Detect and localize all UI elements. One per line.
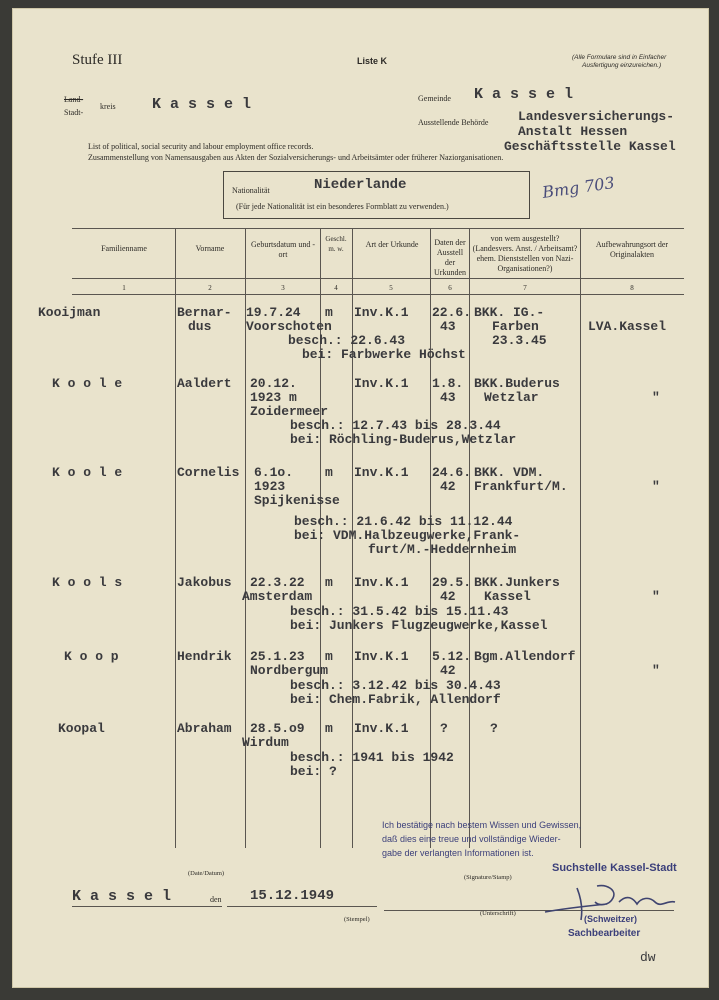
birth-date: 20.12.	[250, 376, 297, 391]
date-line	[227, 906, 377, 907]
employment-dates: besch.: 3.12.42 bis 30.4.43	[290, 678, 501, 693]
behoerde-label: Ausstellende Behörde	[418, 118, 489, 127]
issuer: BKK.Junkers	[474, 575, 560, 590]
col-number: 7	[523, 284, 527, 292]
col-number: 4	[334, 284, 338, 292]
doc-date-cont: 42	[440, 663, 456, 678]
place-value: K a s s e l	[72, 888, 172, 905]
storage: LVA.Kassel	[588, 319, 667, 334]
given-name: Aaldert	[177, 376, 232, 391]
employment-dates: besch.: 1941 bis 1942	[290, 750, 454, 765]
surname: K o o l e	[52, 465, 123, 480]
confirmation-line-2: daß dies eine treue und vollständige Wieder-	[382, 834, 561, 844]
issuer-cont: Frankfurt/M.	[474, 479, 568, 494]
given-name: Hendrik	[177, 649, 232, 664]
col-number: 3	[281, 284, 285, 292]
employer: bei: ?	[290, 764, 337, 779]
sex: m	[325, 575, 333, 590]
col-header-sex: Geschl. m. w.	[325, 235, 347, 253]
stadt-label: Stadt-	[64, 108, 84, 117]
liste-label: Liste K	[357, 56, 388, 66]
employment-dates: besch.: 12.7.43 bis 28.3.44	[290, 418, 501, 433]
doc-type: Inv.K.1	[354, 649, 409, 664]
table-header-rule	[72, 278, 684, 279]
behoerde-line-3: Geschäftsstelle Kassel	[504, 139, 676, 154]
col-header-surname: Familienname	[101, 244, 147, 253]
doc-type: Inv.K.1	[354, 721, 409, 736]
employer: bei: Röchling-Buderus,Wetzlar	[290, 432, 517, 447]
date-label: (Date/Datum)	[188, 870, 225, 877]
surname: K o o p	[64, 649, 119, 664]
stufe-label: Stufe III	[72, 52, 123, 68]
employer: bei: Farbwerke Höchst	[302, 347, 466, 362]
doc-date: 1.8.	[432, 376, 464, 391]
given-name: Abraham	[177, 721, 232, 736]
gemeinde-value: K a s s e l	[474, 86, 574, 103]
doc-type: Inv.K.1	[354, 465, 409, 480]
doc-date-cont: 42	[440, 589, 456, 604]
sex: m	[325, 649, 333, 664]
confirmation-line-3: gabe der verlangten Informationen ist.	[382, 848, 534, 858]
sex: m	[325, 305, 333, 320]
col-number: 8	[630, 284, 634, 292]
birth-place-cont: Spijkenisse	[254, 493, 340, 508]
col-divider	[175, 228, 176, 848]
stamp-office: Suchstelle Kassel-Stadt	[552, 862, 677, 874]
employment-dates: besch.: 21.6.42 bis 11.12.44	[294, 514, 513, 529]
storage: "	[652, 390, 660, 405]
given-name: Bernar-	[177, 305, 232, 320]
unterschrift-label: (Unterschrift)	[480, 910, 516, 917]
doc-type: Inv.K.1	[354, 376, 409, 391]
employer: bei: VDM.Halbzeugwerke,Frank-	[294, 528, 521, 543]
birth-date: 19.7.24	[246, 305, 301, 320]
col-divider	[580, 228, 581, 848]
sex: m	[325, 721, 333, 736]
given-name: Jakobus	[177, 575, 232, 590]
col-header-doc: Art der Urkunde	[365, 240, 419, 249]
handwritten-note: Bmg 703	[541, 173, 616, 202]
birth-place: Amsterdam	[242, 589, 313, 604]
doc-date: 5.12.	[432, 649, 472, 664]
employer: bei: Chem.Fabrik, Allendorf	[290, 692, 501, 707]
date-value: 15.12.1949	[250, 888, 335, 904]
den-label: den	[210, 895, 222, 904]
doc-type: Inv.K.1	[354, 305, 409, 320]
gemeinde-label: Gemeinde	[418, 94, 451, 103]
sex: m	[325, 465, 333, 480]
issuer: BKK. IG.-	[474, 305, 545, 320]
col-number: 2	[208, 284, 212, 292]
initials: dw	[640, 950, 656, 965]
issuer: Bgm.Allendorf	[474, 649, 576, 664]
birth-place: Voorschoten	[246, 319, 332, 334]
col-number: 1	[122, 284, 126, 292]
nationality-label: Nationalität	[232, 186, 270, 195]
doc-type: Inv.K.1	[354, 575, 409, 590]
english-title: List of political, social security and labour employment office records.	[88, 142, 314, 151]
birth-place: 1923	[254, 479, 286, 494]
issuer: BKK. VDM.	[474, 465, 545, 480]
given-name-cont: dus	[188, 319, 212, 334]
doc-date-cont: 42	[440, 479, 456, 494]
birth-place: Wirdum	[242, 735, 289, 750]
confirmation-line-1: Ich bestätige nach bestem Wissen und Gewissen,	[382, 820, 582, 830]
land-label: Land-	[64, 95, 84, 104]
birth-date: 25.1.23	[250, 649, 305, 664]
doc-date-cont: 43	[440, 319, 456, 334]
storage: "	[652, 589, 660, 604]
nationality-value: Niederlande	[314, 177, 407, 193]
birth-place: 1923 m	[250, 390, 297, 405]
stamp-name: (Schweitzer)	[584, 914, 638, 924]
doc-date-cont: 43	[440, 390, 456, 405]
kreis-label: kreis	[100, 102, 116, 111]
employment-dates: besch.: 31.5.42 bis 15.11.43	[290, 604, 509, 619]
surname: K o o l s	[52, 575, 123, 590]
table-number-rule	[72, 294, 684, 295]
col-header-given: Vorname	[195, 244, 225, 253]
doc-date: ?	[440, 721, 448, 736]
behoerde-line-2: Anstalt Hessen	[518, 124, 628, 139]
birth-place-cont: Zoidermeer	[250, 404, 329, 419]
nationality-box	[223, 171, 530, 219]
col-header-birth: Geburtsdatum und -ort	[251, 240, 315, 259]
col-header-storage: Aufbewahrungsort der Originalakten	[595, 240, 669, 259]
storage: "	[652, 663, 660, 678]
doc-date: 29.5.	[432, 575, 472, 590]
issuer: ?	[490, 721, 498, 736]
issuer-cont: Kassel	[484, 589, 531, 604]
issuer-date: 23.3.45	[492, 333, 547, 348]
form-note-1: (Alle Formulare sind in Einfacher	[572, 54, 667, 61]
issuer-cont: Wetzlar	[484, 390, 539, 405]
doc-date: 24.6.	[432, 465, 472, 480]
col-header-issuer: von wem ausgestellt? (Landesvers. Anst. / Arbeitsamt? ehem. Dienststellen von Nazi-Organisationen?)	[472, 234, 578, 273]
birth-date: 6.1o.	[254, 465, 294, 480]
birth-date: 28.5.o9	[250, 721, 305, 736]
surname: K o o l e	[52, 376, 123, 391]
employment-dates: besch.: 22.6.43	[288, 333, 406, 348]
issuer: BKK.Buderus	[474, 376, 560, 391]
birth-place: Nordbergum	[250, 663, 329, 678]
employer-cont: furt/M.-Heddernheim	[368, 542, 517, 557]
surname: Koopal	[58, 721, 105, 736]
col-number: 6	[448, 284, 452, 292]
behoerde-line-1: Landesversicherungs-	[518, 109, 675, 124]
surname: Kooijman	[38, 305, 101, 320]
employer: bei: Junkers Flugzeugwerke,Kassel	[290, 618, 548, 633]
given-name: Cornelis	[177, 465, 240, 480]
doc-date: 22.6.	[432, 305, 472, 320]
storage: "	[652, 479, 660, 494]
place-line	[72, 906, 222, 907]
col-number: 5	[389, 284, 393, 292]
signature-label: (Signature/Stamp)	[464, 874, 512, 881]
kreis-value: K a s s e l	[152, 96, 252, 113]
document-sheet	[12, 8, 709, 988]
birth-date: 22.3.22	[250, 575, 305, 590]
german-title: Zusammenstellung von Namensausgaben aus Akten der Sozialversicherungs- und Arbeitsämter oder früherer Naziorganisationen.	[88, 153, 504, 162]
form-note-2: Ausfertigung einzureichen.)	[582, 62, 662, 69]
issuer-cont: Farben	[492, 319, 539, 334]
col-header-dates: Daten der Ausstell der Urkunden	[434, 238, 466, 277]
nationality-note: (Für jede Nationalität ist ein besonderes Formblatt zu verwenden.)	[236, 202, 449, 211]
stamp-role: Sachbearbeiter	[568, 928, 641, 939]
table-top-rule	[72, 228, 684, 229]
stempel-label: (Stempel)	[344, 916, 370, 923]
